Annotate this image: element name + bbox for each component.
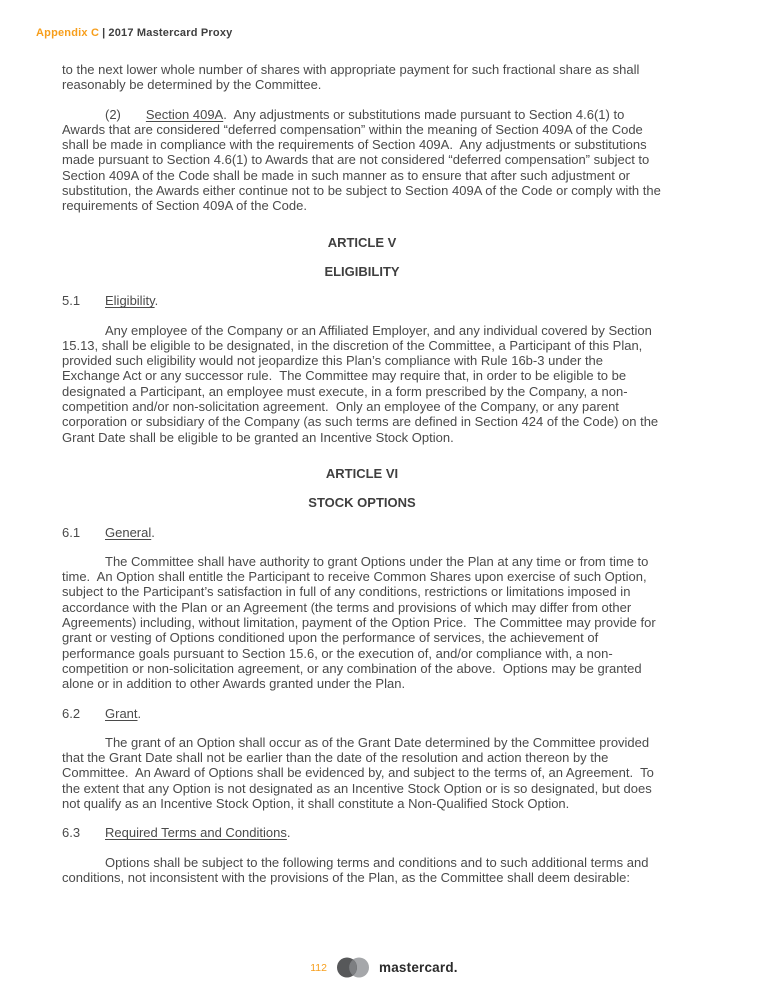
section-6-2-punct: .: [137, 705, 142, 721]
section-6-1-punct: .: [151, 524, 155, 540]
article-v-title: ELIGIBILITY: [324, 263, 400, 279]
section-6-2-heading: [62, 706, 662, 721]
section-6-1-text: The Committee shall have authority to grant Options under the Plan at any time or from time to time. An Option shall entitle the Participant to receive Common Shares upon exercise of such Option, subject to the Participant’s satisfaction in full of any conditions, restrictions or limitations imposed in accordance with the Plan or an Agreement (the terms and provisions of which may differ from other Agreements) including, without limitation, payment of the Option Price. The Committee may provide for grant or vesting of Options conditioned upon the performance of services, the achievement of performance goals pursuant to Section 15.6, or the execution of, and/or compliance with, a non-competition or non-solicitation agreement, or any combination of the above. Options may be granted alone or in addition to other Awards granted under the Plan.: [62, 553, 660, 692]
section-6-1-number: 6.1: [62, 524, 81, 540]
section-6-2-text: The grant of an Option shall occur as of the Grant Date determined by the Committee provided that the Grant Date shall not be earlier than the date of the resolution and action thereon by the Committee. An Award of Options shall be evidenced by, and subject to the terms of, an Agreement. To the extent that any Option is not designated as an Incentive Stock Option or is so designated, but does not qualify as an Incentive Stock Option, it shall constitute a Non-Qualified Stock Option.: [62, 734, 658, 811]
section-6-3-number: 6.3: [62, 825, 81, 841]
section-6-1-heading: [62, 525, 662, 540]
article-vi-title: STOCK OPTIONS: [308, 495, 416, 511]
section-6-2-label: Grant: [105, 705, 138, 721]
section-6-3-label: Required Terms and Conditions: [105, 825, 287, 841]
section-6-2-number: 6.2: [62, 705, 81, 721]
appendix-label: Appendix C: [36, 27, 100, 39]
section-6-3-text: Options shall be subject to the following terms and conditions and to such additional terms and conditions, not inconsistent with the provisions of the Plan, as the Committee shall deem desirable:: [62, 854, 653, 885]
section-6-3-heading: [62, 825, 662, 840]
mastercard-wordmark: mastercard.: [379, 960, 458, 975]
section-5-1-text: Any employee of the Company or an Affiliated Employer, and any individual covered by Section 15.13, shall be eligible to be designated, in the discretion of the Committee, a Participant of this Plan, provided such eligibility would not jeopardize this Plan’s compliance with Rule 16b-3 under the Exchange Act or any successor rule. The Committee may require that, in order to be eligible to be designated a Participant, an employee must execute, in a form prescribed by the Company, a non-competition and/or non-solicitation agreement. Only an employee of the Company, or any parent corporation or subsidiary of the Company (as such terms are defined in Section 424 of the Code) on the Grant Date shall be eligible to be granted an Incentive Stock Option.: [62, 322, 662, 445]
section-6-3-punct: .: [286, 825, 291, 841]
clause-number: (2): [105, 106, 121, 122]
page-number: 112: [310, 961, 327, 974]
section-5-1-number: 5.1: [62, 293, 81, 309]
clause-heading: Section 409A: [145, 106, 224, 122]
page-header: [36, 27, 235, 39]
page-footer: [0, 957, 768, 978]
header-divider: |: [102, 27, 106, 39]
section-5-1-punct: .: [154, 293, 159, 309]
document-body: [62, 62, 665, 885]
section-5-1-heading: [62, 293, 662, 308]
paragraph-section-409a: [62, 106, 665, 214]
clause-text: Any adjustments or substitutions made pursuant to Section 4.6(1) to Awards that are considered “deferred compensation” within the meaning of Section 409A of the Code shall be made in compliance with the requirements of Section 409A. Any adjustments or substitutions made pursuant to Section 4.6(1) to Awards that are not considered “deferred compensation” subject to Section 409A of the Code shall be made in such manner as to ensure that after such adjustment or substitution, the Awards either continue not to be subject to Section 409A of the Code or comply with the requirements of Section 409A of the Code.: [62, 106, 665, 214]
clause-heading-punct: .: [223, 106, 227, 122]
header-title: 2017 Mastercard Proxy: [108, 27, 233, 39]
article-v-heading: ARTICLE V: [327, 234, 397, 250]
mastercard-logo-icon: [336, 957, 370, 978]
article-vi-heading: ARTICLE VI: [325, 465, 399, 481]
section-5-1-label: Eligibility: [105, 293, 155, 309]
section-6-1-label: General: [105, 524, 152, 540]
paragraph-fractional-shares: to the next lower whole number of shares with appropriate payment for such fractional share as shall reasonably be determined by the Committee.: [62, 62, 643, 93]
